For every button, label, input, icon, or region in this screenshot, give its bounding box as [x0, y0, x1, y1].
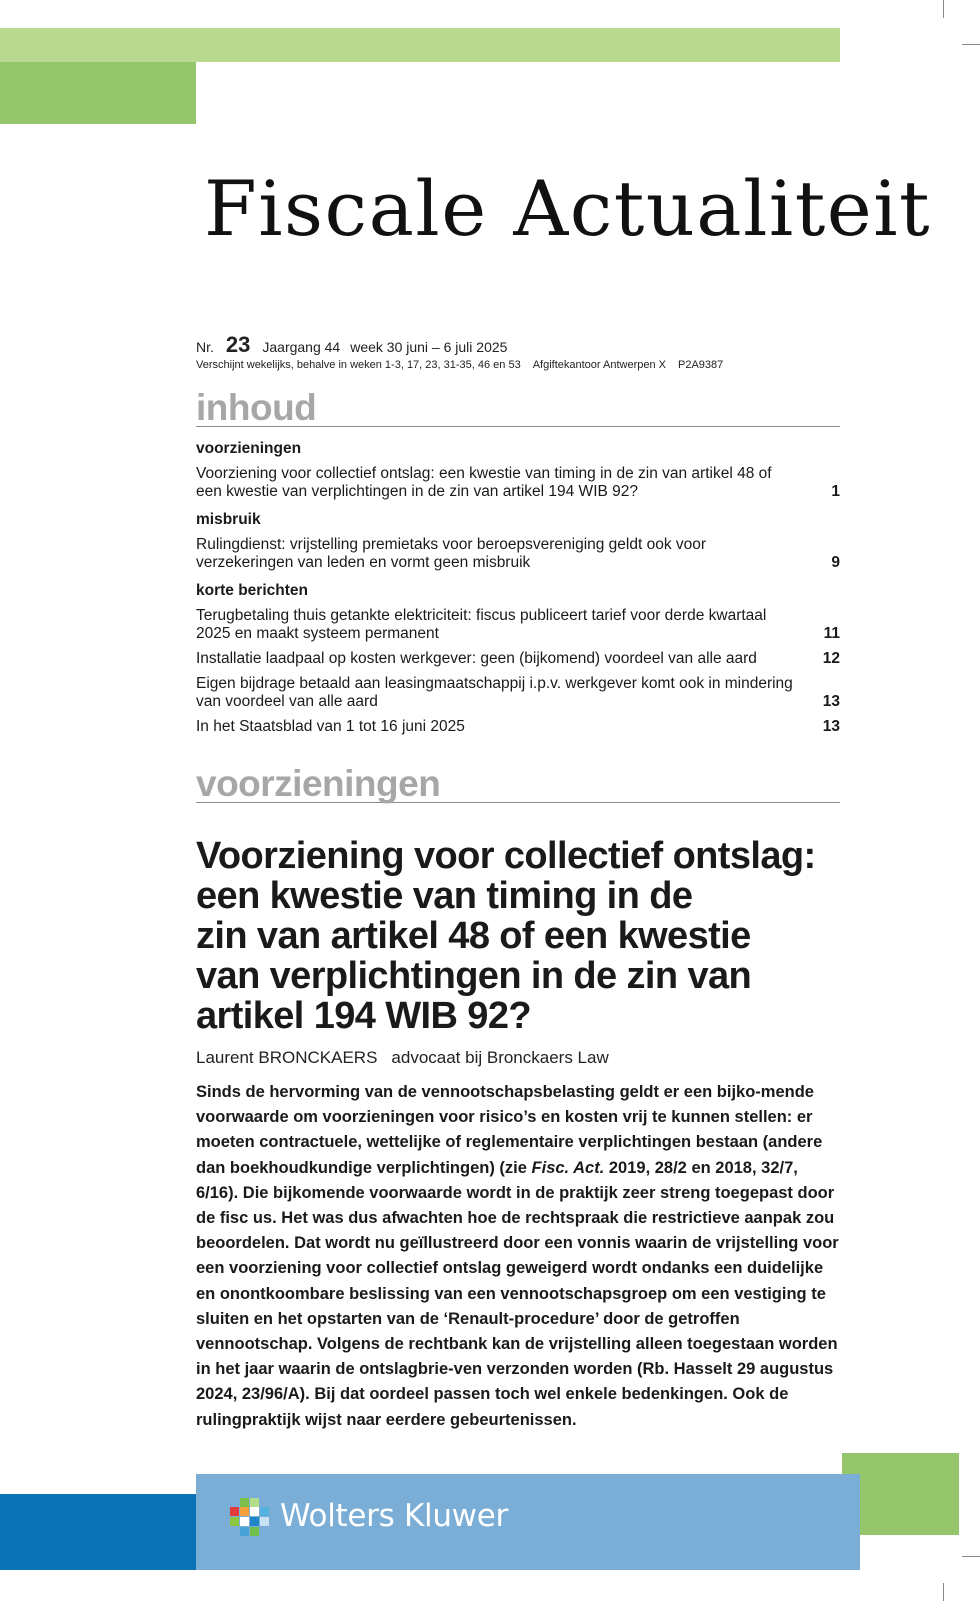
toc-entry-title: Terugbetaling thuis getankte elektriciteit: fiscus publiceert tarief voor derde kwartaal 2025 en maakt systeem permanent — [196, 607, 767, 642]
author-role: advocaat bij Bronckaers Law — [391, 1048, 609, 1067]
masthead-title: Fiscale Actualiteit — [204, 164, 932, 253]
crop-mark-top-right — [962, 44, 980, 45]
issue-code: P2A9387 — [678, 359, 724, 371]
toc-entry[interactable] — [196, 675, 840, 711]
toc-entry-page: 13 — [822, 718, 840, 735]
table-of-contents — [196, 440, 840, 743]
issue-office: Afgiftekantoor Antwerpen X — [532, 359, 667, 371]
article-title-line: Voorziening voor collectief ontslag: — [196, 835, 816, 877]
article-section-heading: voorzieningen — [196, 766, 840, 803]
article-title-line: artikel 194 WIB 92? — [196, 995, 531, 1037]
article-title — [196, 836, 846, 1036]
issue-frequency: Verschijnt wekelijks, behalve in weken 1-3, 17, 23, 31-35, 46 en 53 — [196, 359, 521, 371]
toc-entry-page: 13 — [822, 693, 840, 710]
intro-text: Sinds de hervorming van de vennootschapsbelasting geldt er een bijko-mende voorwaarde om voorzieningen voor risico’s en kosten vrij te kunnen stellen: er moeten contractuele, wettelijke of reglementaire verplichtingen bestaan (andere dan boekhoudkundige verplichtingen) (zie — [196, 1083, 823, 1177]
crop-mark-bottom-right — [962, 1556, 980, 1557]
publisher-name: Wolters Kluwer — [280, 1498, 508, 1534]
intro-citation: Fisc. Act. — [531, 1158, 605, 1177]
toc-entry[interactable] — [196, 536, 840, 572]
toc-entry-title: Eigen bijdrage betaald aan leasingmaatschappij i.p.v. werkgever komt ook in mindering van voordeel van alle aard — [196, 675, 793, 710]
crop-mark-bottom — [943, 1583, 944, 1601]
toc-category: misbruik — [196, 511, 261, 528]
author-name: Laurent BRONCKAERS — [196, 1048, 378, 1067]
toc-heading: inhoud — [196, 390, 840, 427]
toc-entry-title: Rulingdienst: vrijstelling premietaks voor beroepsvereniging geldt ook voor verzekeringen van leden en vormt geen misbruik — [196, 536, 707, 571]
toc-category: voorzieningen — [196, 440, 302, 457]
article-title-line: een kwestie van timing in de — [196, 875, 693, 917]
toc-entry-page: 11 — [823, 625, 840, 642]
crop-mark-top — [943, 0, 944, 18]
bottom-dark-blue-block — [0, 1494, 196, 1570]
toc-entry-title: Installatie laadpaal op kosten werkgever: geen (bijkomend) voordeel van alle aard — [196, 650, 757, 667]
toc-entry[interactable] — [196, 465, 840, 501]
issue-nr-label: Nr. — [196, 339, 214, 355]
top-green-band — [0, 28, 840, 62]
toc-entry[interactable] — [196, 718, 840, 736]
toc-category: korte berichten — [196, 582, 308, 599]
article-title-line: zin van artikel 48 of een kwestie — [196, 915, 751, 957]
article-byline — [196, 1048, 609, 1068]
toc-entry[interactable] — [196, 607, 840, 643]
publisher-logo — [228, 1494, 508, 1538]
top-green-block — [0, 62, 196, 124]
issue-line — [196, 332, 517, 358]
article-title-line: van verplichtingen in de zin van — [196, 955, 752, 997]
toc-entry-page: 9 — [831, 554, 840, 571]
issue-subline — [196, 359, 735, 371]
toc-entry-page: 12 — [822, 650, 840, 667]
toc-entry-page: 1 — [831, 483, 840, 500]
toc-entry-title: In het Staatsblad van 1 tot 16 juni 2025 — [196, 718, 465, 735]
toc-entry-title: Voorziening voor collectief ontslag: een kwestie van timing in de zin van artikel 48 of een kwestie van verplichtingen in de zin van artikel 194 WIB 92? — [196, 465, 772, 500]
issue-jaargang: Jaargang 44 — [262, 339, 341, 355]
wolters-kluwer-mosaic-icon — [228, 1494, 272, 1538]
intro-text: 2019, 28/2 en 2018, 32/7, 6/16). Die bijkomende voorwaarde wordt in de praktijk zeer streng toegepast door de fisc us. Het was dus afwachten hoe de rechtspraak die restrictieve aanpak zou beoordelen. Dat wordt nu geïllustreerd door een vonnis waarin de vrijstelling voor een voorziening voor collectief ontslag geweigerd wordt ondanks een duidelijke en onontkoombare beslissing van een vennootschapsgroep om een vestiging te sluiten en het opstarten van de ‘Renault-procedure’ door de getroffen vennootschap. Volgens de rechtbank kan de vrijstelling alleen toegestaan worden in het jaar waarin de ontslagbrie-ven verzonden worden (Rb. Hasselt 29 augustus 2024, 23/96/A). Bij dat oordeel passen toch wel enkele bedenkingen. Ook de rulingpraktijk wijst naar eerdere gebeurtenissen. — [196, 1158, 839, 1429]
toc-entry[interactable] — [196, 650, 840, 668]
issue-week: week 30 juni – 6 juli 2025 — [350, 339, 508, 355]
article-intro — [196, 1080, 842, 1433]
issue-number: 23 — [225, 332, 251, 357]
